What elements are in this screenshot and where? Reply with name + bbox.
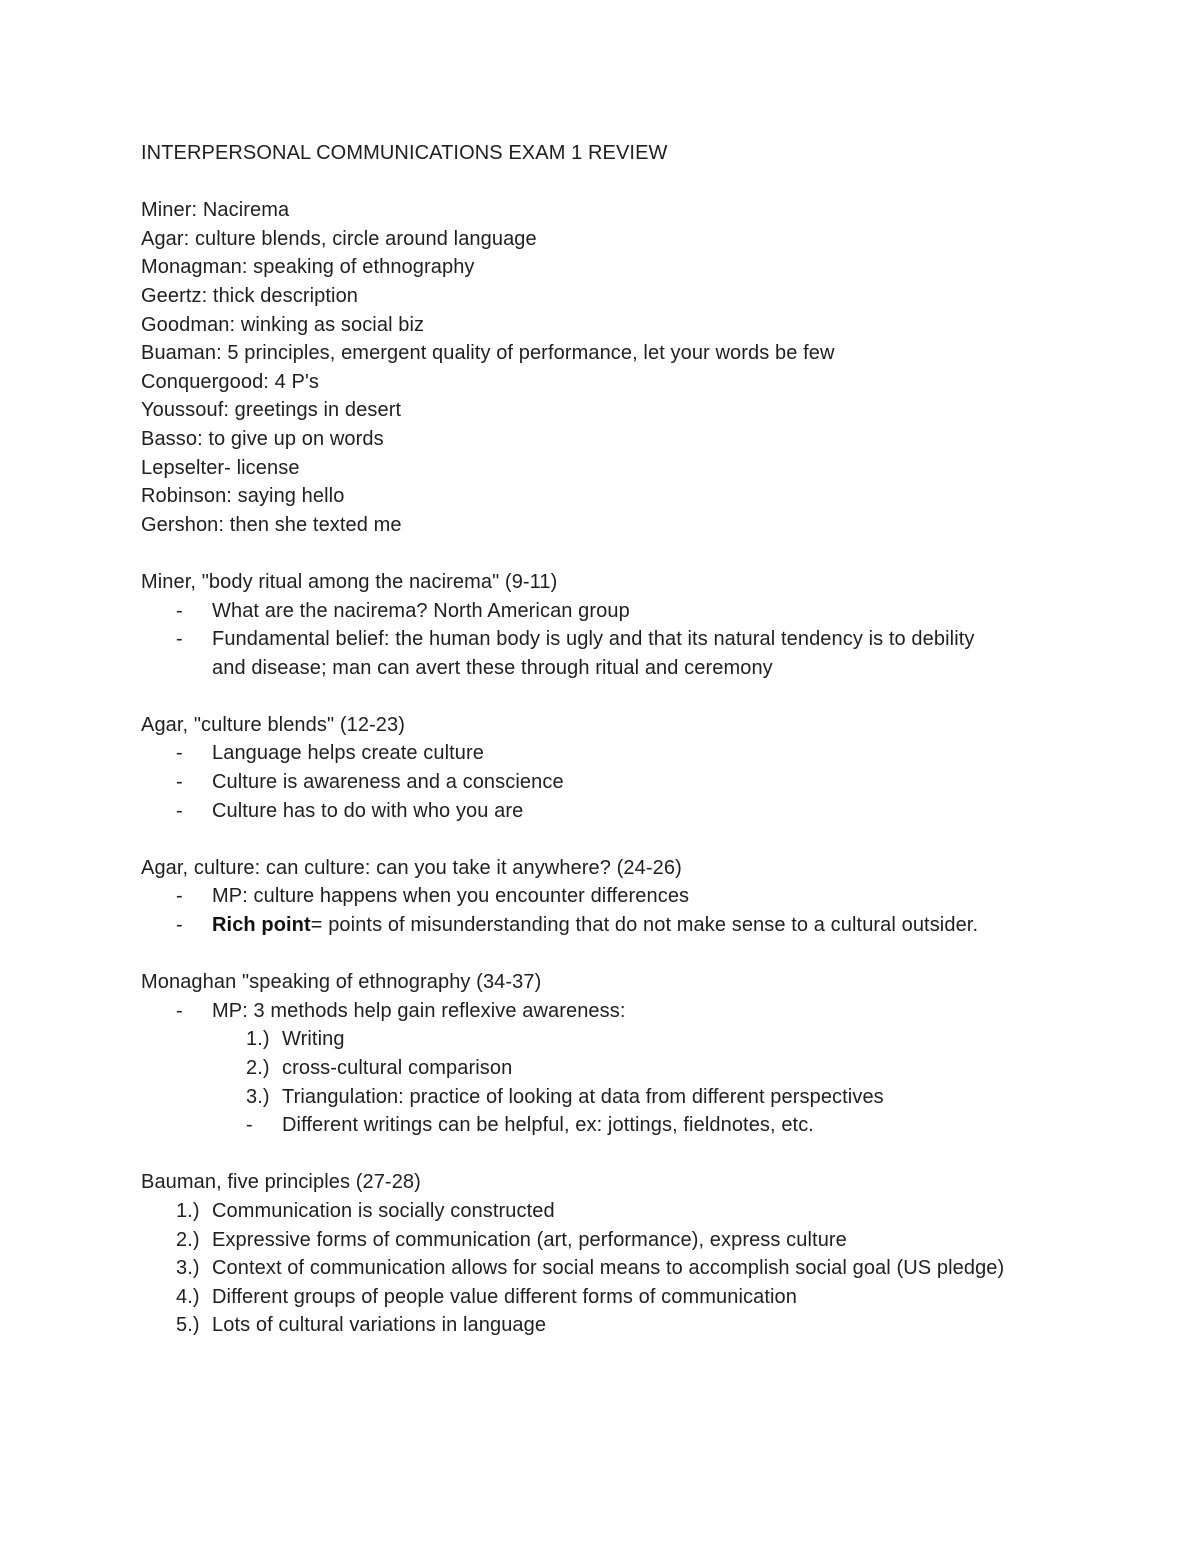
numbered-item — [141, 1254, 1081, 1283]
summary-line: Monagman: speaking of ethnography — [141, 256, 475, 279]
section-agar-culture-anywhere — [141, 854, 1081, 940]
bullet-dash: - — [176, 628, 183, 651]
bullet-text: Culture is awareness and a conscience — [212, 771, 564, 794]
item-text: Lots of cultural variations in language — [212, 1314, 547, 1337]
bullet-text: Language helps create culture — [212, 742, 484, 765]
item-number: 3.) — [246, 1085, 270, 1108]
summary-line: Conquergood: 4 P's — [141, 370, 319, 393]
bullet-item — [141, 997, 1081, 1026]
section-miner — [141, 568, 1081, 682]
bullet-item — [141, 597, 1081, 626]
numbered-item — [141, 1311, 1081, 1340]
item-text: Context of communication allows for social means to accomplish social goal (US pledge) — [212, 1257, 1005, 1280]
bullet-item — [141, 768, 1081, 797]
section-bauman — [141, 1168, 1081, 1340]
summary-line: Youssouf: greetings in desert — [141, 399, 402, 422]
spacer — [141, 682, 1081, 711]
bullet-text: MP: culture happens when you encounter differences — [212, 885, 690, 908]
item-text: Different groups of people value different forms of communication — [212, 1285, 797, 1308]
bullet-item — [141, 625, 1081, 654]
item-number: 2.) — [176, 1228, 200, 1251]
bullet-text: MP: 3 methods help gain reflexive awareness: — [212, 999, 626, 1022]
bullet-item — [141, 911, 1081, 940]
bullet-text: Fundamental belief: the human body is ugly and that its natural tendency is to debility — [212, 628, 975, 651]
summary-line: Geertz: thick description — [141, 284, 359, 307]
section-heading: Miner, "body ritual among the nacirema" (9-11) — [141, 570, 558, 593]
section-heading: Monaghan "speaking of ethnography (34-37) — [141, 971, 542, 994]
bullet-dash: - — [176, 914, 183, 937]
bullet-dash: - — [176, 742, 183, 765]
bullet-text: Different writings can be helpful, ex: jottings, fieldnotes, etc. — [282, 1114, 814, 1137]
item-number: 3.) — [176, 1257, 200, 1280]
bullet-dash: - — [246, 1114, 253, 1137]
item-number: 5.) — [176, 1314, 200, 1337]
bullet-item — [141, 739, 1081, 768]
spacer — [141, 940, 1081, 969]
summary-line: Lepselter- license — [141, 456, 300, 479]
summary-line: Goodman: winking as social biz — [141, 313, 425, 336]
section-agar-culture-blends — [141, 711, 1081, 825]
bullet-item — [141, 797, 1081, 826]
summary-line: Miner: Nacirema — [141, 199, 290, 222]
summary-line: Robinson: saying hello — [141, 485, 345, 508]
section-heading: Bauman, five principles (27-28) — [141, 1171, 421, 1194]
spacer — [141, 539, 1081, 568]
section-monaghan — [141, 968, 1081, 1140]
item-text: Communication is socially constructed — [212, 1199, 555, 1222]
bullet-text: Culture has to do with who you are — [212, 799, 524, 822]
rich-point-term: Rich point — [212, 914, 311, 937]
bullet-item — [141, 882, 1081, 911]
document-page — [141, 139, 1081, 1340]
item-number: 1.) — [176, 1199, 200, 1222]
item-number: 2.) — [246, 1057, 270, 1079]
spacer — [141, 168, 1081, 197]
item-text: Writing — [282, 1028, 345, 1051]
numbered-item — [141, 1197, 1081, 1226]
summary-line: Gershon: then she texted me — [141, 513, 402, 536]
item-text: Expressive forms of communication (art, performance), express culture — [212, 1228, 847, 1251]
bullet-dash: - — [176, 799, 183, 822]
spacer — [141, 825, 1081, 854]
summary-line: Agar: culture blends, circle around language — [141, 227, 537, 250]
numbered-item — [141, 1083, 1081, 1112]
spacer — [141, 1140, 1081, 1169]
bullet-text: = points of misunderstanding that do not make sense to a cultural outsider. — [310, 914, 979, 937]
bullet-dash: - — [176, 771, 183, 794]
summary-line: Buaman: 5 principles, emergent quality of performance, let your words be few — [141, 342, 835, 365]
summary-line: Basso: to give up on words — [141, 427, 384, 450]
document-title: INTERPERSONAL COMMUNICATIONS EXAM 1 REVIEW — [141, 142, 668, 164]
bullet-dash: - — [176, 885, 183, 908]
numbered-item — [141, 1054, 1081, 1083]
bullet-text: What are the nacirema? North American group — [212, 599, 630, 622]
bullet-continuation: and disease; man can avert these through ritual and ceremony — [212, 656, 773, 679]
numbered-item — [141, 1226, 1081, 1255]
item-number: 1.) — [246, 1028, 270, 1051]
item-text: cross-cultural comparison — [282, 1057, 513, 1079]
numbered-item — [141, 1025, 1081, 1054]
section-heading: Agar, culture: can culture: can you take it anywhere? (24-26) — [141, 856, 682, 879]
section-heading: Agar, "culture blends" (12-23) — [141, 713, 406, 736]
bullet-dash: - — [176, 999, 183, 1022]
numbered-item — [141, 1283, 1081, 1312]
bullet-dash: - — [176, 599, 183, 622]
bullet-item — [141, 1111, 1081, 1140]
item-number: 4.) — [176, 1285, 200, 1308]
author-summary-list — [141, 196, 1081, 539]
item-text: Triangulation: practice of looking at data from different perspectives — [282, 1085, 884, 1108]
